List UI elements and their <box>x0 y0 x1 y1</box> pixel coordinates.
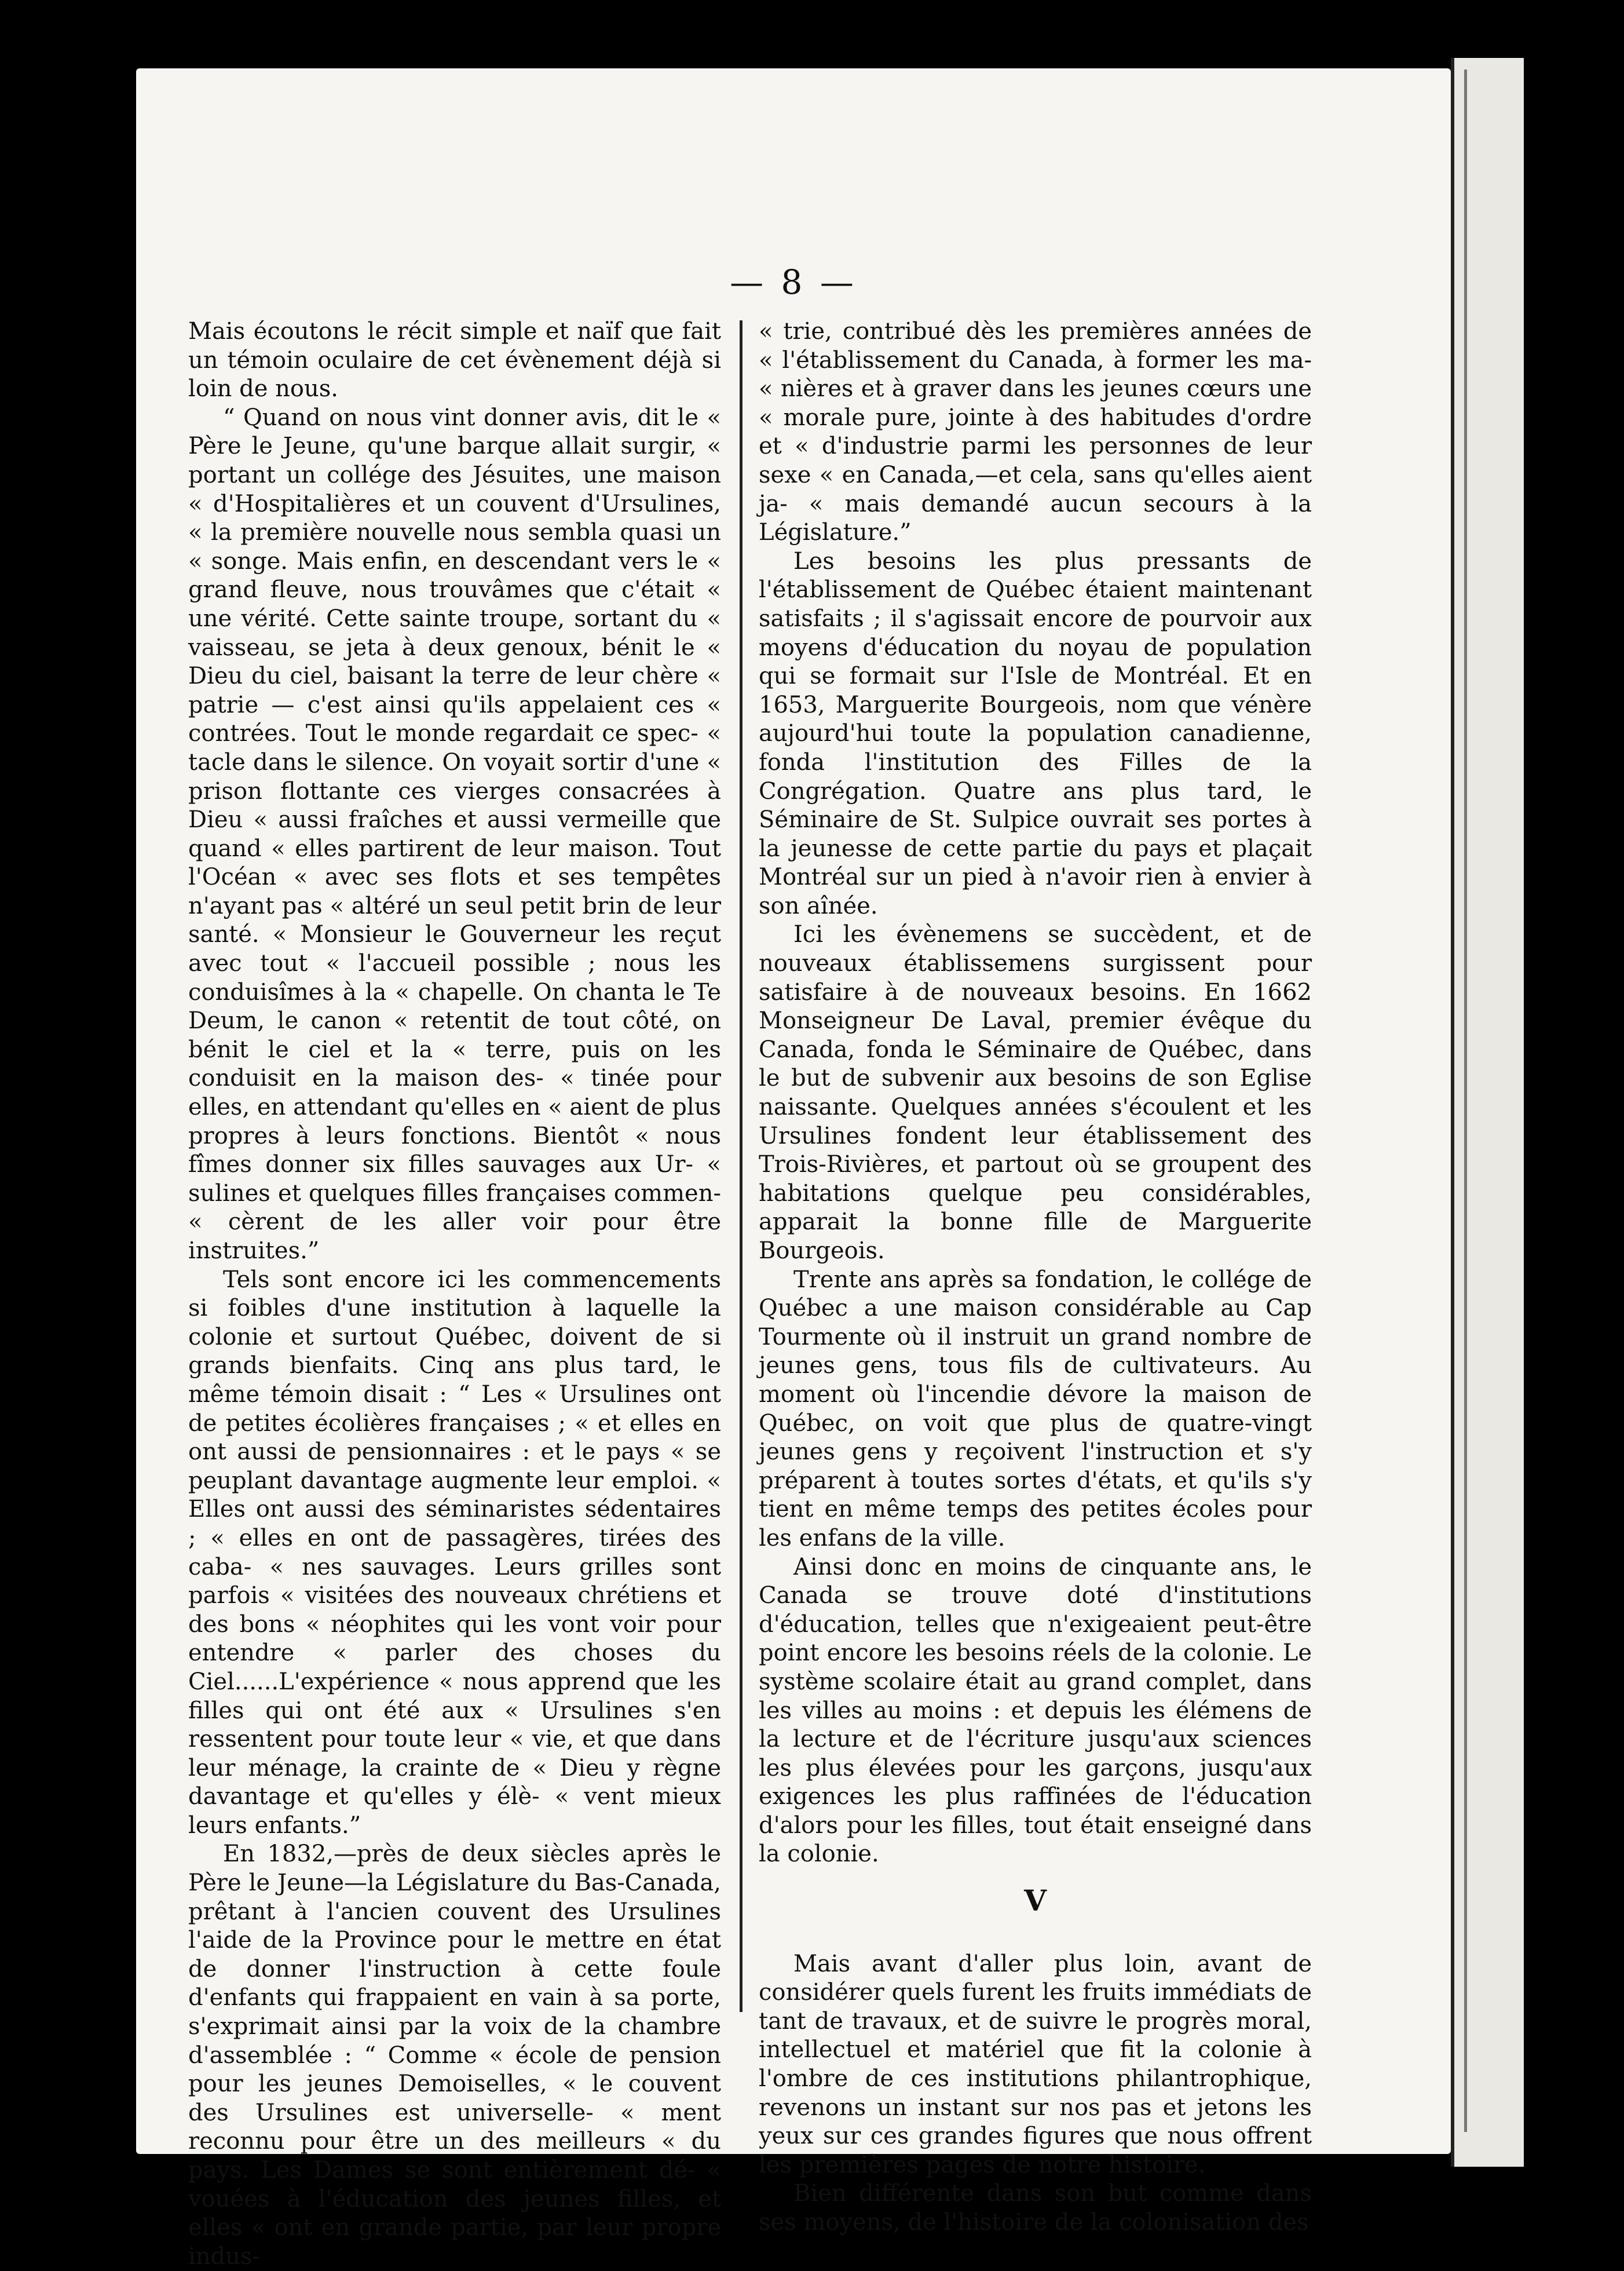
right-column <box>759 317 1312 2237</box>
adjacent-page-edge <box>1451 58 1524 2167</box>
paragraph: Trente ans après sa fondation, le collége de Québec a une maison considérable au Cap Tourmente où il instruit un grand nombre de jeunes gens, tous fils de cultivateurs. Au moment où l'incendie dévore la maison de Québec, on voit que plus de quatre-vingt jeunes gens y reçoivent l'instruction et s'y préparent à toutes sortes d'états, et qu'ils s'y tient en même temps des petites écoles pour les enfans de la ville. <box>759 1266 1312 1551</box>
left-column <box>188 317 721 2271</box>
paragraph: Ici les évènemens se succèdent, et de nouveaux établissemens surgissent pour satisfaire à de nouveaux besoins. En 1662 Monseigneur De Laval, premier évêque du Canada, fonda le Séminaire de Québec, dans le but de subvenir aux besoins de son Eglise naissante. Quelques années s'écoulent et les Ursulines fondent leur établissement des Trois-Rivières, et partout où se groupent des habitations quelque peu considérables, apparait la bonne fille de Marguerite Bourgeois. <box>759 921 1312 1264</box>
paragraph: Ainsi donc en moins de cinquante ans, le Canada se trouve doté d'institutions d'éducation, telles que n'exigeaient peut-être point encore les besoins réels de la colonie. Le système scolaire était au grand complet, dans les villes au moins : et depuis les élémens de la lecture et de l'écriture jusqu'aux sciences les plus élevées pour les garçons, jusqu'aux exigences les plus raffinées de l'éducation d'alors pour les filles, tout était enseigné dans la colonie. <box>759 1553 1312 1868</box>
column-divider <box>740 320 742 2012</box>
paragraph: Bien différente dans son but comme dans ses moyens, de l'histoire de la colonisation des <box>759 2180 1312 2236</box>
paragraph: En 1832,—près de deux siècles après le Père le Jeune—la Législature du Bas-Canada, prêtant à l'ancien couvent des Ursulines l'aide de la Province pour le mettre en état de donner l'instruction à cette foule d'enfants qui frappaient en vain à sa porte, s'exprimait ainsi par la voix de la chambre d'assemblée : “ Comme « école de pension pour les jeunes Demoiselles, « le couvent des Ursulines est universelle- « ment reconnu pour être un des meilleurs « du pays. Les Dames se sont entièrement dé- « vouées à l'éducation des jeunes filles, et elles « ont en grande partie, par leur propre indus- <box>188 1841 721 2270</box>
paragraph: Mais avant d'aller plus loin, avant de considérer quels furent les fruits immédiats de tant de travaux, et de suivre le progrès moral, intellectuel et matériel que fit la colonie à l'ombre de ces institutions philantrophique, revenons un instant sur nos pas et jetons les yeux sur ces grandes figures que nous offrent les premières pages de notre histoire. <box>759 1950 1312 2178</box>
section-heading: V <box>1024 1883 1047 1918</box>
paragraph: Tels sont encore ici les commencements si foibles d'une institution à laquelle la colonie et surtout Québec, doivent de si grands bienfaits. Cinq ans plus tard, le même témoin disait : “ Les « Ursulines ont de petites écolières françaises ; « et elles en ont aussi de pensionnaires : et le pays « se peuplant davantage augmente leur emploi. « Elles ont aussi des séminaristes sédentaires ; « elles en ont de passagères, tirées des caba- « nes sauvages. Leurs grilles sont parfois « visitées des nouveaux chrétiens et des bons « néophites qui les vont voir pour entendre « parler des choses du Ciel......L'expérience « nous apprend que les filles qui ont été aux « Ursulines s'en ressentent pour toute leur « vie, et que dans leur ménage, la crainte de « Dieu y règne davantage et qu'elles y élè- « vent mieux leurs enfants.” <box>188 1266 721 1839</box>
book-page <box>136 68 1451 2270</box>
paragraph: Mais écoutons le récit simple et naïf que fait un témoin oculaire de cet évènement déjà si loin de nous. <box>188 318 721 403</box>
paragraph: « trie, contribué dès les premières années de « l'établissement du Canada, à former les ma- « nières et à graver dans les jeunes cœurs une « morale pure, jointe à des habitudes d'ordre et « d'industrie parmi les personnes de leur sexe « en Canada,—et cela, sans qu'elles aient ja- « mais demandé aucun secours à la Législature.” <box>759 318 1312 546</box>
page-number: — 8 — <box>730 262 857 302</box>
paragraph: “ Quand on nous vint donner avis, dit le « Père le Jeune, qu'une barque allait surgir, « portant un collége des Jésuites, une maison « d'Hospitalières et un couvent d'Ursulines, « la première nouvelle nous sembla quasi un « songe. Mais enfin, en descendant vers le « grand fleuve, nous trouvâmes que c'était « une vérité. Cette sainte troupe, sortant du « vaisseau, se jeta à deux genoux, bénit le « Dieu du ciel, baisant la terre de leur chère « patrie — c'est ainsi qu'ils appelaient ces « contrées. Tout le monde regardait ce spec- « tacle dans le silence. On voyait sortir d'une « prison flottante ces vierges consacrées à Dieu « aussi fraîches et aussi vermeille que quand « elles partirent de leur maison. Tout l'Océan « avec ses flots et ses tempêtes n'ayant pas « altéré un seul petit brin de leur santé. « Monsieur le Gouverneur les reçut avec tout « l'accueil possible ; nous les conduisîmes à la « chapelle. On chanta le Te Deum, le canon « retentit de tout côté, on bénit le ciel et la « terre, puis on les conduisit en la maison des- « tinée pour elles, en attendant qu'elles en « aient de plus propres à leurs fonctions. Bientôt « nous fîmes donner six filles sauvages aux Ur- « sulines et quelques filles françaises commen- « cèrent de les aller voir pour être instruites.” <box>188 404 721 1264</box>
page-gutter-line <box>1464 70 1467 2132</box>
paragraph: Les besoins les plus pressants de l'établissement de Québec étaient maintenant satisfaits ; il s'agissait encore de pourvoir aux moyens d'éducation du noyau de population qui se formait sur l'Isle de Montréal. Et en 1653, Marguerite Bourgeois, nom que vénère aujourd'hui toute la population canadienne, fonda l'institution des Filles de la Congrégation. Quatre ans plus tard, le Séminaire de St. Sulpice ouvrait ses portes à la jeunesse de cette partie du pays et plaçait Montréal sur un pied à n'avoir rien à envier à son aînée. <box>759 547 1312 919</box>
